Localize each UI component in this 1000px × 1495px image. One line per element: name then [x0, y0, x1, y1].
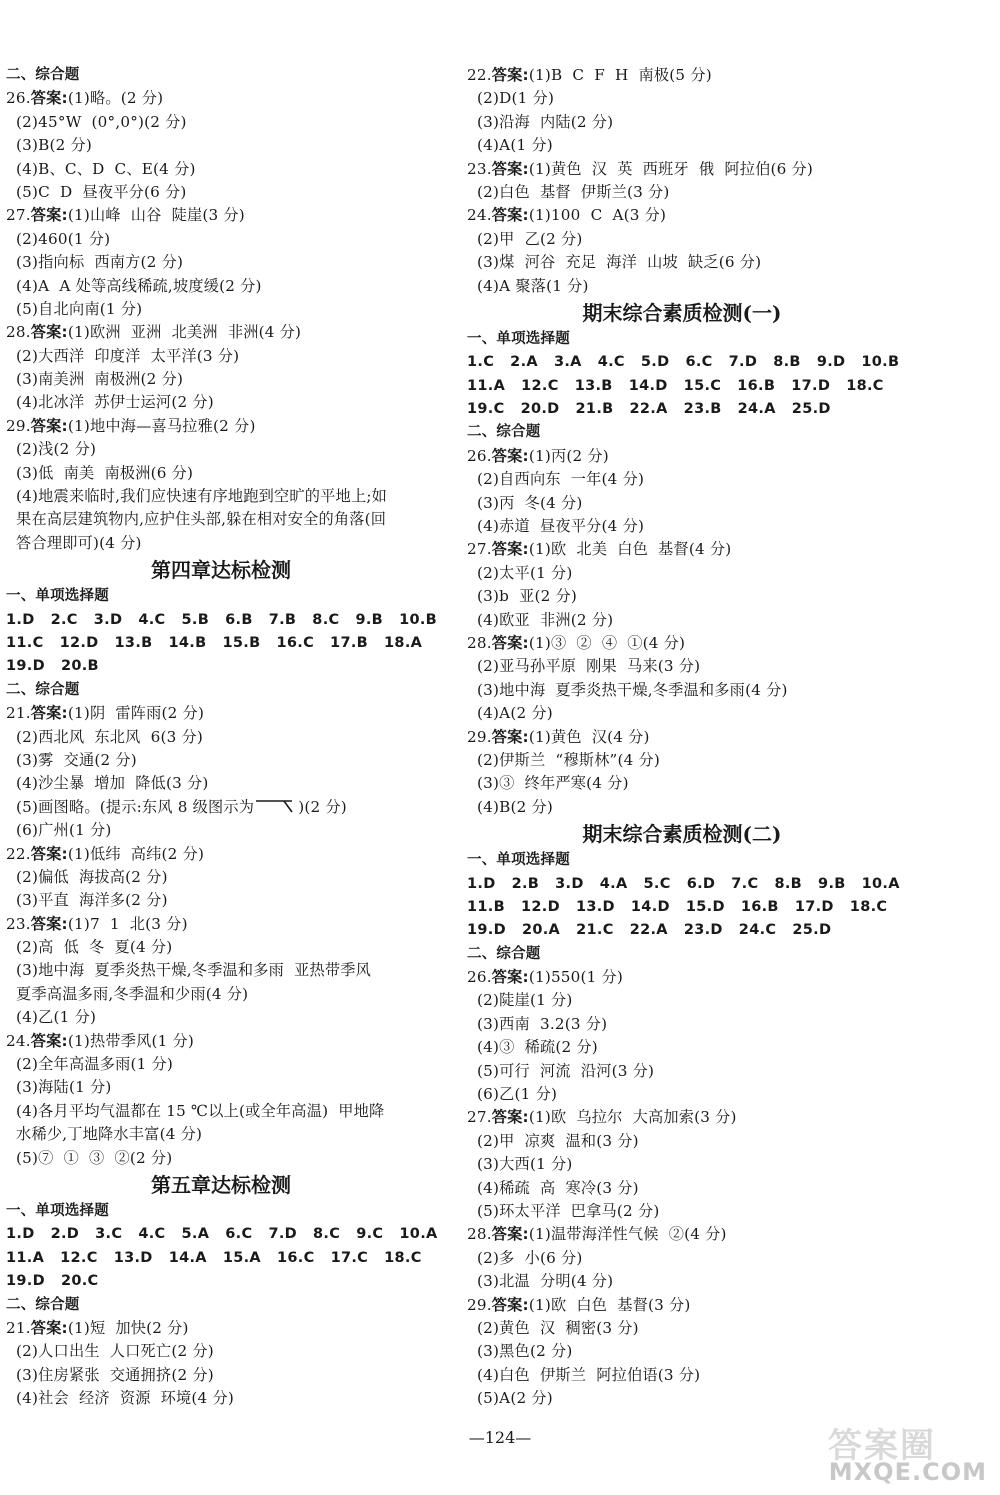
subsection-heading: 一、单项选择题 — [467, 330, 570, 347]
answer-subline: (4)B(2 分) — [467, 797, 554, 816]
answer-line — [6, 1030, 436, 1053]
answer-subline: (4)乙(1 分) — [6, 1008, 97, 1027]
answer-subline: (3)北温 分明(4 分) — [467, 1272, 614, 1291]
answer-line — [467, 445, 897, 468]
answer-subline: (3)西南 3.2(3 分) — [467, 1014, 608, 1033]
answer-subline: (2)陡崖(1 分) — [467, 991, 573, 1010]
answer-subline: (3)沿海 内陆(2 分) — [467, 112, 614, 131]
watermark-url: MXQE.COM — [828, 1458, 987, 1486]
choice-answers-row: 1.D 2.C 3.D 4.C 5.B 6.B 7.B 8.C 9.B 10.B — [6, 611, 438, 628]
answer-line — [467, 1223, 897, 1246]
answer-subline: (3)住房紧张 交通拥挤(2 分) — [6, 1365, 214, 1384]
answer-label: 答案: — [30, 89, 68, 108]
wind-symbol-icon — [254, 798, 298, 814]
answer-text: (5)画图略。(提示:东风 8 级图示为 — [6, 797, 255, 816]
answer-subline: (2)多 小(6 分) — [467, 1248, 583, 1267]
answer-line — [467, 632, 897, 655]
answer-label: 答案: — [30, 1031, 68, 1050]
subsection-heading: 二、综合题 — [467, 945, 541, 962]
page-number: —124— — [468, 1428, 532, 1447]
question-number: 23. — [467, 159, 492, 178]
answer-text: (1)欧 白色 基督(3 分) — [528, 1295, 691, 1314]
answer-subline: (3)指向标 西南方(2 分) — [6, 253, 184, 272]
answer-subline: (2)自西向东 一年(4 分) — [467, 470, 645, 489]
choice-answers-row: 1.D 2.B 3.D 4.A 5.C 6.D 7.C 8.B 9.B 10.A — [467, 875, 900, 892]
choice-answers-row: 19.D 20.A 21.C 22.A 23.D 24.C 25.D — [467, 922, 832, 939]
answer-text: (1)③ ② ④ ①(4 分) — [528, 633, 686, 652]
answer-text: (1)热带季风(1 分) — [67, 1031, 195, 1050]
answer-text: (1)7 1 北(3 分) — [67, 914, 188, 933]
answer-text: (1)地中海—喜马拉雅(2 分) — [67, 416, 256, 435]
answer-subline: (4)A(2 分) — [467, 704, 553, 723]
answer-subline: (3)丙 冬(4 分) — [467, 493, 583, 512]
answer-line — [6, 913, 436, 936]
question-number: 26. — [467, 446, 492, 465]
answer-subline: (2)大西洋 印度洋 太平洋(3 分) — [6, 346, 240, 365]
answer-subline: (4)各月平均气温都在 15 ℃以上(或全年高温) 甲地降 — [6, 1101, 385, 1120]
answer-label: 答案: — [491, 446, 529, 465]
answer-subline: (2)甲 乙(2 分) — [467, 229, 583, 248]
question-number: 27. — [6, 206, 31, 225]
choice-answers-row: 11.A 12.C 13.B 14.D 15.C 16.B 17.D 18.C — [467, 377, 884, 394]
question-number: 21. — [6, 704, 31, 723]
right-column — [467, 64, 900, 1410]
answer-label: 答案: — [491, 66, 529, 84]
answer-subline: (3)低 南美 南极洲(6 分) — [6, 463, 194, 482]
answer-subline: (3)b 亚(2 分) — [467, 587, 578, 606]
answer-subline: 果在高层建筑物内,应护住头部,躲在相对安全的角落(回 — [6, 510, 387, 529]
answer-subline: (2)伊斯兰 “穆斯林”(4 分) — [467, 750, 661, 769]
answer-subline: (2)人口出生 人口死亡(2 分) — [6, 1342, 214, 1361]
answer-line — [467, 1106, 897, 1129]
subsection-heading: 一、单项选择题 — [467, 852, 570, 869]
answer-subline: (4)B、C、D C、E(4 分) — [6, 159, 196, 178]
answer-line — [467, 158, 897, 181]
answer-subline: (5)环太平洋 巴拿马(2 分) — [467, 1201, 660, 1220]
subsection-heading: 二、综合题 — [6, 1296, 80, 1313]
watermark — [810, 1418, 995, 1490]
answer-subline: 夏季高温多雨,冬季温和少雨(4 分) — [6, 984, 249, 1003]
answer-text: (1)欧 北美 白色 基督(4 分) — [528, 540, 732, 559]
answer-subline — [6, 796, 436, 819]
answer-subline: (3)地中海 夏季炎热干燥,冬季温和多雨(4 分) — [467, 680, 788, 699]
answer-subline: (5)A(2 分) — [467, 1389, 553, 1408]
answer-subline: (4)A A 处等高线稀疏,坡度缓(2 分) — [6, 276, 262, 295]
answer-subline: (3)煤 河谷 充足 海洋 山坡 缺乏(6 分) — [467, 253, 762, 272]
answer-subline: (2)浅(2 分) — [6, 440, 97, 459]
answer-subline: (2)太平(1 分) — [467, 563, 573, 582]
answer-text-end: )(2 分) — [298, 797, 347, 816]
question-number: 28. — [6, 323, 31, 342]
answer-line — [6, 321, 436, 344]
answer-subline: (5)⑦ ① ③ ②(2 分) — [6, 1148, 173, 1167]
answer-line — [6, 415, 436, 438]
answer-subline: (3)黑色(2 分) — [467, 1342, 573, 1361]
answer-label: 答案: — [491, 633, 529, 652]
answer-label: 答案: — [491, 159, 529, 178]
answer-label: 答案: — [491, 1295, 529, 1314]
answer-text: (1)低纬 高纬(2 分) — [67, 844, 205, 863]
answer-subline: (2)白色 基督 伊斯兰(3 分) — [467, 182, 670, 201]
answer-label: 答案: — [30, 914, 68, 933]
choice-answers-row: 1.C 2.A 3.A 4.C 5.D 6.C 7.D 8.B 9.D 10.B — [467, 354, 900, 371]
answer-subline: (4)赤道 昼夜平分(4 分) — [467, 517, 645, 536]
question-number: 26. — [467, 968, 492, 987]
answer-subline: (5)可行 河流 沿河(3 分) — [467, 1061, 655, 1080]
answer-line — [467, 204, 897, 227]
answer-text: (1)山峰 山谷 陡崖(3 分) — [67, 206, 245, 225]
watermark-logo: 答案圈 — [828, 1426, 936, 1466]
answer-label: 答案: — [491, 727, 529, 746]
choice-answers-row: 1.D 2.D 3.C 4.C 5.A 6.C 7.D 8.C 9.C 10.A — [6, 1226, 438, 1243]
answer-subline: (4)社会 经济 资源 环境(4 分) — [6, 1389, 234, 1408]
answer-subline: (4)A(1 分) — [467, 136, 553, 155]
answer-subline: (3)平直 海洋多(2 分) — [6, 891, 168, 910]
question-number: 22. — [467, 66, 492, 84]
answer-label: 答案: — [30, 416, 68, 435]
answer-label: 答案: — [30, 704, 68, 723]
answer-subline: (3)大西(1 分) — [467, 1155, 573, 1174]
section-title: 第五章达标检测 — [151, 1172, 291, 1197]
answer-text: (1)阴 雷阵雨(2 分) — [67, 704, 205, 723]
left-column — [6, 64, 436, 1410]
subsection-heading: 一、单项选择题 — [6, 588, 109, 605]
answer-subline: 答合理即可)(4 分) — [6, 533, 142, 552]
question-number: 24. — [6, 1031, 31, 1050]
answer-subline: (3)B(2 分) — [6, 136, 93, 155]
answer-label: 答案: — [491, 540, 529, 559]
answer-text: (1)550(1 分) — [528, 968, 624, 987]
subsection-heading: 二、综合题 — [467, 424, 541, 441]
answer-subline: (4)③ 稀疏(2 分) — [467, 1038, 598, 1057]
question-number: 29. — [467, 1295, 492, 1314]
choice-answers-row: 11.B 12.D 13.D 14.D 15.D 16.B 17.D 18.C — [467, 898, 888, 915]
answer-line — [467, 966, 897, 989]
answer-subline: (4)北冰洋 苏伊士运河(2 分) — [6, 393, 214, 412]
answer-subline: (5)自北向南(1 分) — [6, 299, 143, 318]
answer-subline: (3)③ 终年严寒(4 分) — [467, 774, 629, 793]
answer-text: (1)短 加快(2 分) — [67, 1318, 189, 1337]
answer-subline: (4)稀疏 高 寒冷(3 分) — [467, 1178, 639, 1197]
answer-text: (1)B C F H 南极(5 分) — [528, 66, 712, 84]
answer-subline: (6)乙(1 分) — [467, 1085, 558, 1104]
choice-answers-row: 11.A 12.C 13.D 14.A 15.A 16.C 17.C 18.C — [6, 1249, 422, 1266]
choice-answers-row: 11.C 12.D 13.B 14.B 15.B 16.C 17.B 18.A — [6, 634, 423, 651]
answer-subline: (4)地震来临时,我们应快速有序地跑到空旷的平地上;如 — [6, 487, 388, 506]
answer-label: 答案: — [30, 206, 68, 225]
answer-text: (1)黄色 汉(4 分) — [528, 727, 650, 746]
answer-subline: (2)高 低 冬 夏(4 分) — [6, 938, 173, 957]
answer-line — [467, 1294, 897, 1317]
answer-line — [6, 843, 436, 866]
answer-text: (1)温带海洋性气候 ②(4 分) — [528, 1225, 727, 1244]
question-number: 28. — [467, 633, 492, 652]
answer-line — [467, 64, 897, 87]
subsection-heading: 一、单项选择题 — [6, 1202, 109, 1219]
answer-subline: (3)海陆(1 分) — [6, 1078, 112, 1097]
question-number: 26. — [6, 89, 31, 108]
answer-subline: (3)地中海 夏季炎热干燥,冬季温和多雨 亚热带季风 — [6, 961, 372, 980]
answer-subline: (2)甲 凉爽 温和(3 分) — [467, 1131, 639, 1150]
section-title: 第四章达标检测 — [151, 558, 291, 583]
answer-line — [467, 538, 897, 561]
answer-subline: (2)偏低 海拔高(2 分) — [6, 867, 168, 886]
choice-answers-row: 19.D 20.C — [6, 1273, 99, 1290]
subsection-heading: 二、综合题 — [6, 67, 80, 83]
answer-subline: (4)欧亚 非洲(2 分) — [467, 610, 614, 629]
section-title: 期末综合素质检测(一) — [582, 300, 782, 325]
section-title: 期末综合素质检测(二) — [582, 822, 782, 847]
question-number: 28. — [467, 1225, 492, 1244]
answer-text: (1)欧 乌拉尔 大高加索(3 分) — [528, 1108, 737, 1127]
question-number: 29. — [467, 727, 492, 746]
subsection-heading: 二、综合题 — [6, 681, 80, 698]
question-number: 21. — [6, 1318, 31, 1337]
answer-text: (1)欧洲 亚洲 北美洲 非洲(4 分) — [67, 323, 302, 342]
answer-subline: (6)广州(1 分) — [6, 821, 112, 840]
answer-label: 答案: — [491, 1108, 529, 1127]
answer-text: (1)黄色 汉 英 西班牙 俄 阿拉伯(6 分) — [528, 159, 814, 178]
answer-subline: (3)雾 交通(2 分) — [6, 750, 137, 769]
answer-label: 答案: — [491, 968, 529, 987]
answer-line — [6, 204, 436, 227]
answer-subline: (5)C D 昼夜平分(6 分) — [6, 182, 187, 201]
answer-subline: (2)全年高温多雨(1 分) — [6, 1055, 174, 1074]
answer-subline: (2)D(1 分) — [467, 89, 555, 108]
answer-label: 答案: — [491, 1225, 529, 1244]
question-number: 24. — [467, 206, 492, 225]
answer-label: 答案: — [30, 323, 68, 342]
choice-answers-row: 19.D 20.B — [6, 658, 99, 675]
answer-text: (1)100 C A(3 分) — [528, 206, 667, 225]
question-number: 27. — [467, 1108, 492, 1127]
question-number: 27. — [467, 540, 492, 559]
answer-line — [467, 726, 897, 749]
answer-subline: (4)沙尘暴 增加 降低(3 分) — [6, 774, 209, 793]
answer-subline: (2)黄色 汉 稠密(3 分) — [467, 1318, 639, 1337]
answer-text: (1)丙(2 分) — [528, 446, 609, 465]
answer-subline: (4)白色 伊斯兰 阿拉伯语(3 分) — [467, 1365, 701, 1384]
question-number: 22. — [6, 844, 31, 863]
answer-line — [6, 1317, 436, 1340]
answer-subline: 水稀少,丁地降水丰富(4 分) — [6, 1125, 203, 1144]
choice-answers-row: 19.C 20.D 21.B 22.A 23.B 24.A 25.D — [467, 401, 831, 418]
answer-line — [6, 87, 436, 110]
answer-subline: (2)西北风 东北风 6(3 分) — [6, 727, 203, 746]
answer-line — [6, 702, 436, 725]
answer-subline: (3)南美洲 南极洲(2 分) — [6, 370, 184, 389]
answer-subline: (2)亚马孙平原 刚果 马来(3 分) — [467, 657, 701, 676]
answer-subline: (4)A 聚落(1 分) — [467, 276, 589, 295]
answer-subline: (2)45°W (0°,0°)(2 分) — [6, 112, 187, 131]
answer-label: 答案: — [30, 844, 68, 863]
question-number: 23. — [6, 914, 31, 933]
question-number: 29. — [6, 416, 31, 435]
answer-label: 答案: — [30, 1318, 68, 1337]
answer-text: (1)略。(2 分) — [67, 89, 164, 108]
answer-label: 答案: — [491, 206, 529, 225]
answer-subline: (2)460(1 分) — [6, 229, 111, 248]
